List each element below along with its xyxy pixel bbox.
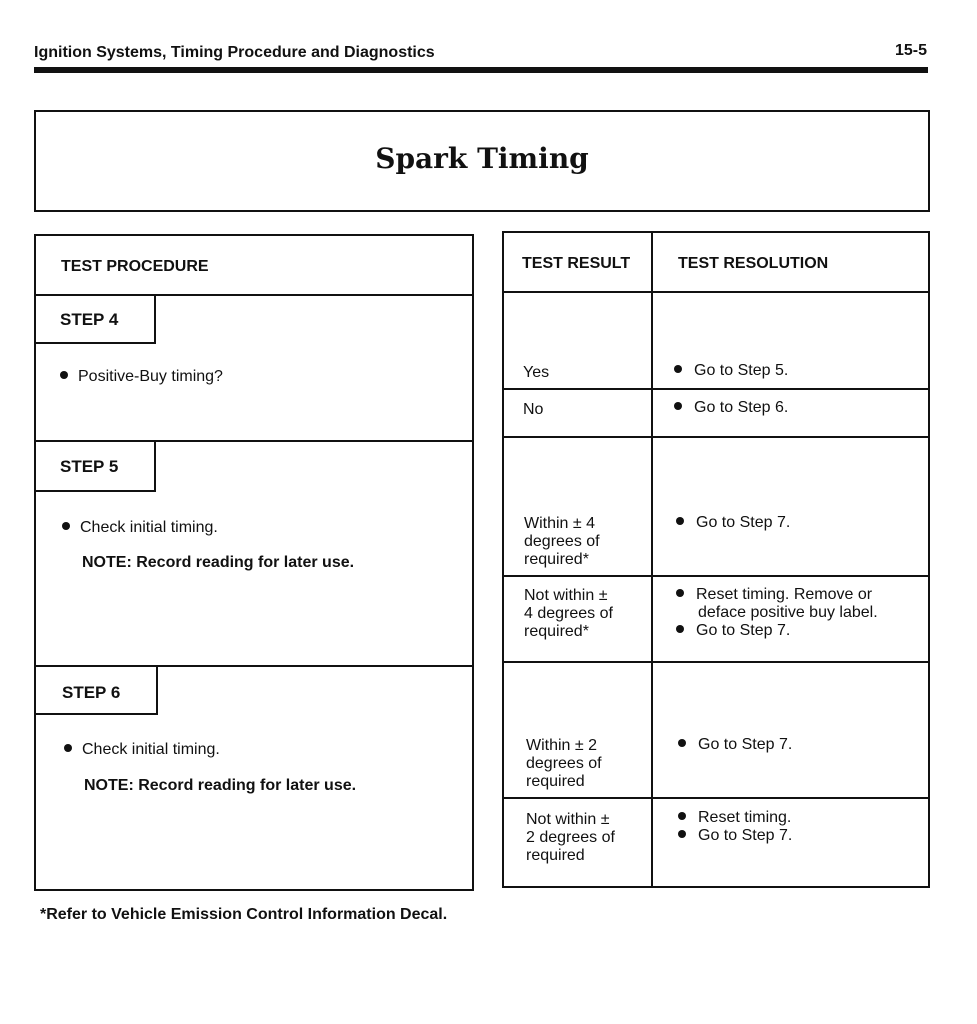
footnote: *Refer to Vehicle Emission Control Information Decal. <box>40 906 448 923</box>
result-within-4 <box>524 515 600 569</box>
test-procedure-heading: TEST PROCEDURE <box>61 258 209 275</box>
step-6-label: STEP 6 <box>62 683 121 702</box>
step-4-label: STEP 4 <box>60 310 119 329</box>
step-6-note: NOTE: Record reading for later use. <box>84 777 357 794</box>
column-divider <box>651 233 653 886</box>
bullet-icon <box>674 365 682 373</box>
resolution-yes <box>674 362 788 380</box>
result-not-within-4 <box>524 587 613 641</box>
bullet-icon <box>676 589 684 597</box>
bullet-icon <box>676 517 684 525</box>
resolution-text: Go to Step 6. <box>694 399 789 416</box>
divider <box>504 661 928 663</box>
result-line: degrees of <box>526 755 602 772</box>
resolution-text: Go to Step 5. <box>694 362 789 379</box>
page-number: 15-5 <box>895 42 928 59</box>
test-result-heading: TEST RESULT <box>522 255 631 272</box>
step-6-bullet <box>64 741 220 759</box>
resolution-text: deface positive buy label. <box>698 604 878 621</box>
result-line: Within ± 2 <box>526 737 598 754</box>
step-6-text: Check initial timing. <box>82 741 220 758</box>
result-yes: Yes <box>523 364 550 381</box>
result-line: Not within ± <box>526 811 610 828</box>
header-rule <box>34 67 928 73</box>
test-procedure-panel <box>34 234 474 891</box>
result-line: required <box>526 773 585 790</box>
page-header-title: Ignition Systems, Timing Procedure and Diagnostics <box>34 44 435 61</box>
result-line: 2 degrees of <box>526 829 615 846</box>
result-line: required* <box>524 623 589 640</box>
divider <box>504 436 928 438</box>
test-result-panel <box>502 231 930 888</box>
resolution-text: Go to Step 7. <box>698 736 793 753</box>
result-not-within-2 <box>526 811 615 865</box>
bullet-icon <box>674 402 682 410</box>
divider <box>504 575 928 577</box>
resolution-no <box>674 399 788 417</box>
resolution-not-within-2 <box>678 809 792 845</box>
bullet-icon <box>678 739 686 747</box>
step-5-note: NOTE: Record reading for later use. <box>82 554 355 571</box>
divider <box>504 388 928 390</box>
result-line: required <box>526 847 585 864</box>
step-5-label: STEP 5 <box>60 457 119 476</box>
result-line: 4 degrees of <box>524 605 613 622</box>
test-resolution-heading: TEST RESOLUTION <box>678 255 829 272</box>
step-5-bullet <box>62 519 218 537</box>
divider <box>504 291 928 293</box>
resolution-text: Go to Step 7. <box>696 622 791 639</box>
step-4-text: Positive-Buy timing? <box>78 368 223 385</box>
resolution-text: Go to Step 7. <box>696 514 791 531</box>
bullet-icon <box>678 812 686 820</box>
bullet-icon <box>62 522 70 530</box>
bullet-icon <box>678 830 686 838</box>
bullet-icon <box>64 744 72 752</box>
resolution-within-2 <box>678 736 792 754</box>
section-title: Spark Timing <box>375 142 589 175</box>
section-title-box <box>34 110 930 212</box>
result-no: No <box>523 401 544 418</box>
resolution-text: Reset timing. Remove or <box>696 586 873 603</box>
resolution-text: Go to Step 7. <box>698 827 793 844</box>
result-line: degrees of <box>524 533 600 550</box>
step-5-text: Check initial timing. <box>80 519 218 536</box>
step-4-bullet <box>60 368 223 386</box>
result-line: required* <box>524 551 589 568</box>
result-line: Not within ± <box>524 587 608 604</box>
result-within-2 <box>526 737 602 791</box>
bullet-icon <box>60 371 68 379</box>
resolution-within-4 <box>676 514 790 532</box>
resolution-text: Reset timing. <box>698 809 792 826</box>
bullet-icon <box>676 625 684 633</box>
divider <box>504 797 928 799</box>
resolution-not-within-4 <box>676 586 878 640</box>
result-line: Within ± 4 <box>524 515 596 532</box>
